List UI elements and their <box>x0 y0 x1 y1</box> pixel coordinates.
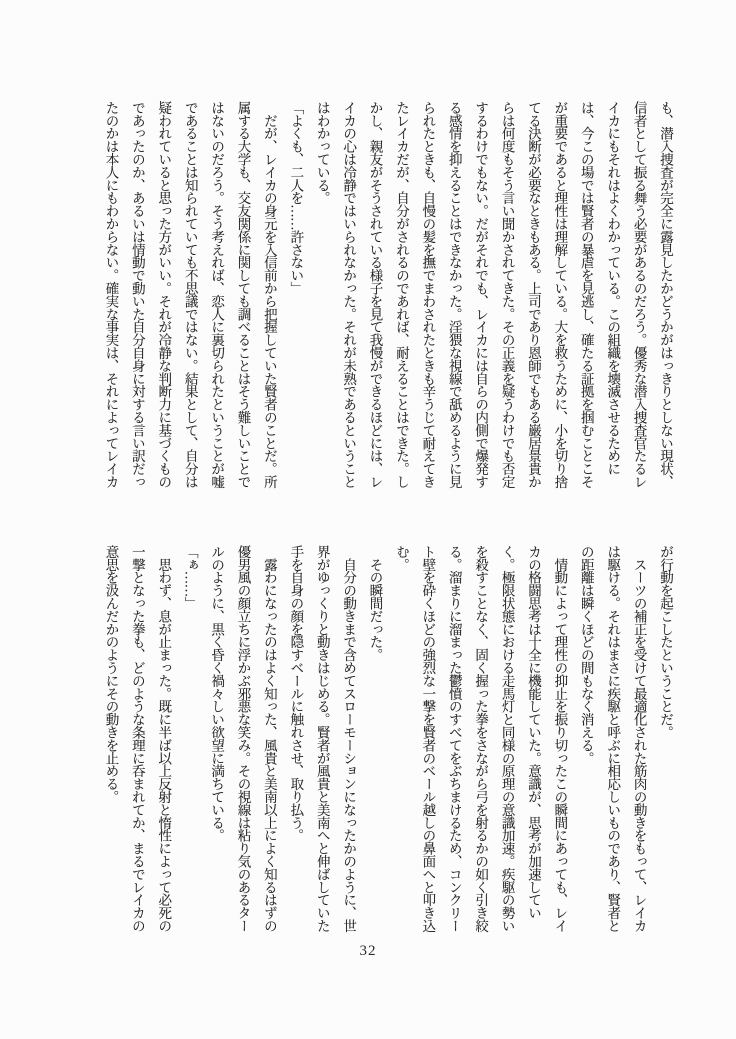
text-line: 信者として振る舞う必要があるのだろう。優秀な潜入捜査官たるレ <box>631 101 647 489</box>
text-line: 思わず、息が止まった。既に半ば以上反射と惰性によって必死の <box>156 545 172 933</box>
text-line: 界がゆっくりと動きはじめる。賢者が風貴と美南へと伸ばしていた <box>314 545 330 933</box>
text-line: も、潜入捜査が完全に露見したかどうかがはっきりとしない現状、 <box>658 101 673 489</box>
upper-text-block <box>97 101 678 489</box>
text-line: は、今この場では賢者の暴虐を見逃し、確たる証拠を掴むことこそ <box>578 101 594 489</box>
text-line: 自分の動きまで含めてスローモーションになったかのように、世 <box>341 545 357 933</box>
text-line: られたときも、自慢の髪を撫でまわされたときも辛うじて耐えてき <box>420 101 436 489</box>
text-line: その瞬間だった。 <box>367 545 383 662</box>
text-line: イカにもそれはよくわかっている。この組織を壊滅させるために <box>605 101 621 476</box>
text-line: 疑われていると思った方がいい。それが冷静な判断力に基づくもの <box>156 101 172 489</box>
text-line: らは何度もそう言い聞かされてきた。その正義を疑うわけでも否定 <box>499 101 515 489</box>
text-line: 意思を汲んだかのようにその動きを止める。 <box>103 545 119 804</box>
text-line: てる決断が必要なときもある。上司であり恩師でもある巌居景貴か <box>525 101 541 489</box>
text-line: だが、レイカの身元を入信前から把握していた賢者のことだ。所 <box>261 101 277 489</box>
text-line: ルのように、黒く昏く禍々しい欲望に満ちている。 <box>209 545 225 842</box>
text-line: 「よくも、二人を……許さない」 <box>288 101 304 295</box>
text-line: ト壁を砕くほどの強烈な一撃を賢者のベール越しの鼻面へと叩き込 <box>420 545 436 933</box>
text-line: 一撃となった拳も、どのような条理に呑まれてか、まるでレイカの <box>129 545 145 933</box>
text-line: スーツの補正を受けて最適化された筋肉の動きをもって、レイカ <box>631 545 647 933</box>
text-line: は駆ける。それはまさに疾駆と呼ぶに相応しいものであり、賢者と <box>605 545 621 933</box>
text-line: く。極限状態における走馬灯と同様の原理の意識加速。疾駆の勢い <box>499 545 515 933</box>
text-line: を殺すことなく、固く握った拳をさながら弓を射るかの如く引き絞 <box>473 545 489 933</box>
text-line: 優男風の顔立ちに浮かぶ邪悪な笑み。その視線は粘り気のあるター <box>235 545 251 933</box>
text-line: たレイカだが、自分がされるのであれば、耐えることはできた。し <box>393 101 409 489</box>
text-line: 情動によって理性の抑止を振り切ったこの瞬間にあっても、レイ <box>552 545 568 933</box>
text-line: 手を自身の顔を隠すベールに触れさせ、取り払う。 <box>288 545 304 842</box>
lower-text-block <box>97 545 678 933</box>
text-line: かし、親友がそうされている様子を見て我慢ができるほどには、レ <box>367 101 383 489</box>
text-line: であったのか、あるいは情動で動いた自分自身に対する言い訳だっ <box>129 101 145 489</box>
text-line: が重要であると理性は理解している。大を救うために、小を切り捨 <box>552 101 568 489</box>
text-line: む。 <box>393 545 409 571</box>
text-line: る。溜まりに溜まった鬱憤のすべてをぶちまけるため、コンクリー <box>446 545 462 933</box>
text-line: はわかっている。 <box>314 101 330 205</box>
text-line: が行動を起こしたということだ。 <box>658 545 673 739</box>
text-line: はないのだろう。そう考えれば、恋人に裏切られたということが嘘 <box>209 101 225 489</box>
text-line: の距離は瞬くほどの間もなく消える。 <box>578 545 594 765</box>
text-line: するわけでもない。だがそれでも、レイカには自らの内側で爆発す <box>473 101 489 489</box>
text-line: る感情を抑えることはできなかった。淫猥な視線で舐めるように見 <box>446 101 462 489</box>
text-line: 属する大学も、交友関係に関しても調べることはそう難しいことで <box>235 101 251 489</box>
text-line: カの格闘思考は十全に機能していた。意識が、思考が加速してい <box>525 545 541 920</box>
text-line: イカの心は冷静ではいられなかった。それが未熟であるということ <box>341 101 357 489</box>
text-line: たのかは本人にもわからない。確実な事実は、それによってレイカ <box>103 101 119 489</box>
text-line: 「ぁ……」 <box>182 545 198 610</box>
text-line: であることは知られていても不思議ではない。結果として、自分は <box>182 101 198 489</box>
text-line: 露わになったのはよく知った、風貴と美南以上によく知るはずの <box>261 545 277 933</box>
page-number: 32 <box>359 943 377 959</box>
